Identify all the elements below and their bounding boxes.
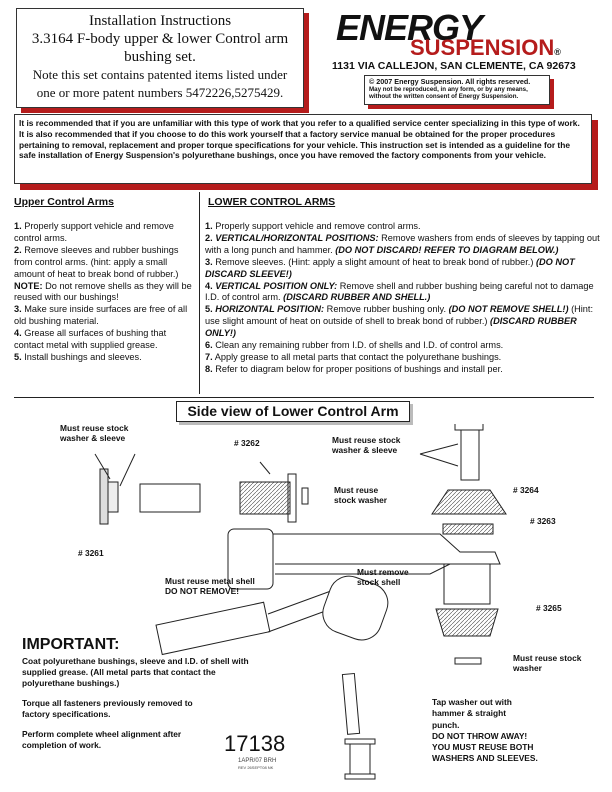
- step-number: 8.: [205, 363, 213, 374]
- label-reuse-stock-washer: Must reuse stock washer: [334, 485, 388, 505]
- tap-washer-note: [432, 697, 592, 765]
- step-hint: (Hint: use slight amount of heat on outside of shell to break bond of rubber.): [205, 304, 594, 327]
- lower-step: [205, 257, 601, 281]
- tap-l6: WASHERS AND SLEEVES.: [432, 753, 538, 764]
- intro-text: It is recommended that if you are unfamiliar with this type of work that you refer to a qualified service center specializing in this type of work. It is also recommended that if you choose to do this work yourself that a factory service manual be obtained for the proper procedures pertaining to removal, replacement and proper torque specifications for your vehicle. This instruction set is intended as a guideline for the safe installation of Energy Suspension's polyurethane bushings, once you have removed the factory components from your vehicle.: [14, 114, 592, 184]
- step-text: Clean any remaining rubber from I.D. of shells and I.D. of control arms.: [212, 340, 504, 351]
- lower-step: [205, 352, 601, 364]
- punch-icon: [342, 674, 375, 779]
- lower-step: [205, 281, 601, 305]
- step-text: Remove sleeves. (Hint: apply a slight amount of heat to break bond of rubber.): [212, 256, 534, 267]
- step-number: 4.: [14, 328, 22, 339]
- label-3262: # 3262: [234, 438, 260, 448]
- lower-step: [205, 340, 601, 352]
- step-text: Remove washers from ends of sleeves by tapping out with a long punch and hammer.: [205, 232, 600, 255]
- lower-step: [205, 304, 601, 340]
- tap-l2: hammer & straight: [432, 708, 506, 719]
- lower-step: [205, 364, 601, 376]
- subtitle: 3.3164 F-body upper & lower Control arm: [31, 31, 289, 47]
- upper-step: [14, 221, 198, 245]
- column-divider: [199, 192, 200, 394]
- step-number: 4.: [205, 280, 213, 291]
- registered-mark: ®: [554, 47, 561, 57]
- step-number: 6.: [205, 340, 213, 351]
- copyright-note: May not be reproduced, in any form, or by any means, without the written consent of Energy Suspension.: [369, 86, 528, 100]
- step-warning: (DO NOT DISCARD SLEEVE!): [205, 256, 575, 279]
- upper-step: [14, 245, 198, 281]
- step-number: 5.: [205, 304, 213, 315]
- upper-title: Upper Control Arms: [14, 196, 114, 208]
- step-text: Remove rubber bushing only.: [324, 304, 447, 315]
- upper-step: [14, 352, 198, 364]
- step-number: NOTE:: [14, 280, 43, 291]
- tap-l4: DO NOT THROW AWAY!: [432, 730, 528, 741]
- lower-step: [205, 233, 601, 257]
- important-grease: Coat polyurethane bushings, sleeve and I.D. of shell with supplied grease. (All metal parts that contact the polyurethane bushings.): [22, 656, 249, 688]
- step-heading: VERTICAL POSITION ONLY:: [212, 280, 338, 291]
- copyright-box: [364, 75, 550, 105]
- step-text: Grease all surfaces of bushing that contact metal with supplied grease.: [14, 328, 167, 351]
- step-text: Apply grease to all metal parts that contact the polyurethane bushings.: [212, 351, 502, 362]
- label-reuse-metal-shell: Must reuse metal shell DO NOT REMOVE!: [165, 576, 255, 596]
- step-text: Properly support vehicle and remove control arms.: [14, 221, 174, 243]
- patent-numbers: one or more patent numbers 5472226,5275429.: [36, 85, 284, 100]
- step-text: Refer to diagram below for proper positions of bushings and install per.: [212, 363, 503, 374]
- step-number: 1.: [14, 221, 22, 231]
- upper-step: [14, 281, 198, 305]
- step-warning: (DISCARD RUBBER AND SHELL.): [280, 292, 431, 303]
- step-number: 5.: [14, 351, 22, 362]
- bushing-3262: [240, 474, 308, 522]
- step-warning-2: (DISCARD RUBBER ONLY!): [205, 316, 577, 339]
- label-reuse-washer-sleeve-2: Must reuse stock washer & sleeve: [332, 435, 401, 455]
- patent-note: Note this set contains patented items listed under: [32, 67, 288, 82]
- label-3261: # 3261: [78, 548, 104, 558]
- tap-l5: YOU MUST REUSE BOTH: [432, 742, 534, 753]
- logo-energy: ENERGY: [336, 7, 483, 48]
- diagram-title: Side view of Lower Control Arm: [176, 401, 410, 422]
- part-number: 17138: [224, 731, 286, 756]
- copyright: © 2007 Energy Suspension. All rights reserved.: [369, 77, 531, 86]
- step-text: Properly support vehicle and remove control arms.: [212, 221, 421, 231]
- upper-steps: [14, 221, 198, 364]
- lower-steps: [205, 221, 601, 376]
- lower-title: LOWER CONTROL ARMS: [208, 196, 336, 208]
- revision-date: [238, 758, 276, 770]
- rev: REV 26SEPT08 NK: [238, 765, 274, 770]
- step-number: 2.: [205, 232, 213, 243]
- step-number: 3.: [205, 256, 213, 267]
- label-reuse-washer-sleeve: Must reuse stock washer & sleeve: [60, 423, 129, 443]
- title: Installation Instructions: [88, 13, 232, 29]
- step-warning: (DO NOT DISCARD! REFER TO DIAGRAM BELOW.): [332, 244, 559, 255]
- label-reuse-stock-washer-2: Must reuse stock washer: [513, 653, 582, 673]
- tap-l1: Tap washer out with: [432, 697, 512, 707]
- step-text: Do not remove shells as they will be reused with our bushings!: [14, 280, 192, 303]
- date: 1APR/07 BRH: [238, 758, 277, 764]
- label-remove-shell: Must remove stock shell: [357, 567, 409, 587]
- important-torque: Torque all fasteners previously removed to factory specifications.: [22, 698, 193, 719]
- logo-suspension-text: SUSPENSION: [410, 35, 555, 60]
- title-box: [16, 8, 304, 108]
- step-number: 7.: [205, 351, 213, 362]
- step-text: Install bushings and sleeves.: [21, 351, 142, 362]
- vertical-stack: [432, 424, 506, 664]
- tap-l3: punch.: [432, 719, 460, 730]
- step-heading: HORIZONTAL POSITION:: [212, 304, 325, 315]
- label-3263: # 3263: [530, 516, 556, 526]
- divider: [14, 397, 594, 398]
- lower-step: [205, 221, 601, 233]
- important-alignment: Perform complete wheel alignment after completion of work.: [22, 729, 182, 750]
- step-number: 1.: [205, 221, 213, 231]
- address: 1131 VIA CALLEJON, SAN CLEMENTE, CA 92673: [332, 60, 576, 72]
- label-3264: # 3264: [513, 485, 539, 495]
- label-3265: # 3265: [536, 603, 562, 613]
- subtitle-2: bushing set.: [124, 49, 196, 65]
- upper-step: [14, 304, 198, 328]
- step-text: Make sure inside surfaces are free of all old bushing material.: [14, 304, 188, 327]
- step-number: 3.: [14, 304, 22, 315]
- step-text: Remove shell and rubber bushing being careful not to damage I.D. of control arm.: [205, 280, 594, 303]
- important-title: IMPORTANT:: [22, 636, 120, 653]
- step-number: 2.: [14, 244, 22, 255]
- step-text: Remove sleeves and rubber bushings from control arms. (hint: apply a small amount of heat to break bond of rubber.): [14, 244, 179, 279]
- washer-sleeve-left: [100, 469, 200, 524]
- step-warning: (DO NOT REMOVE SHELL!): [446, 304, 569, 315]
- upper-step: [14, 328, 198, 352]
- step-heading: VERTICAL/HORIZONTAL POSITIONS:: [212, 232, 379, 243]
